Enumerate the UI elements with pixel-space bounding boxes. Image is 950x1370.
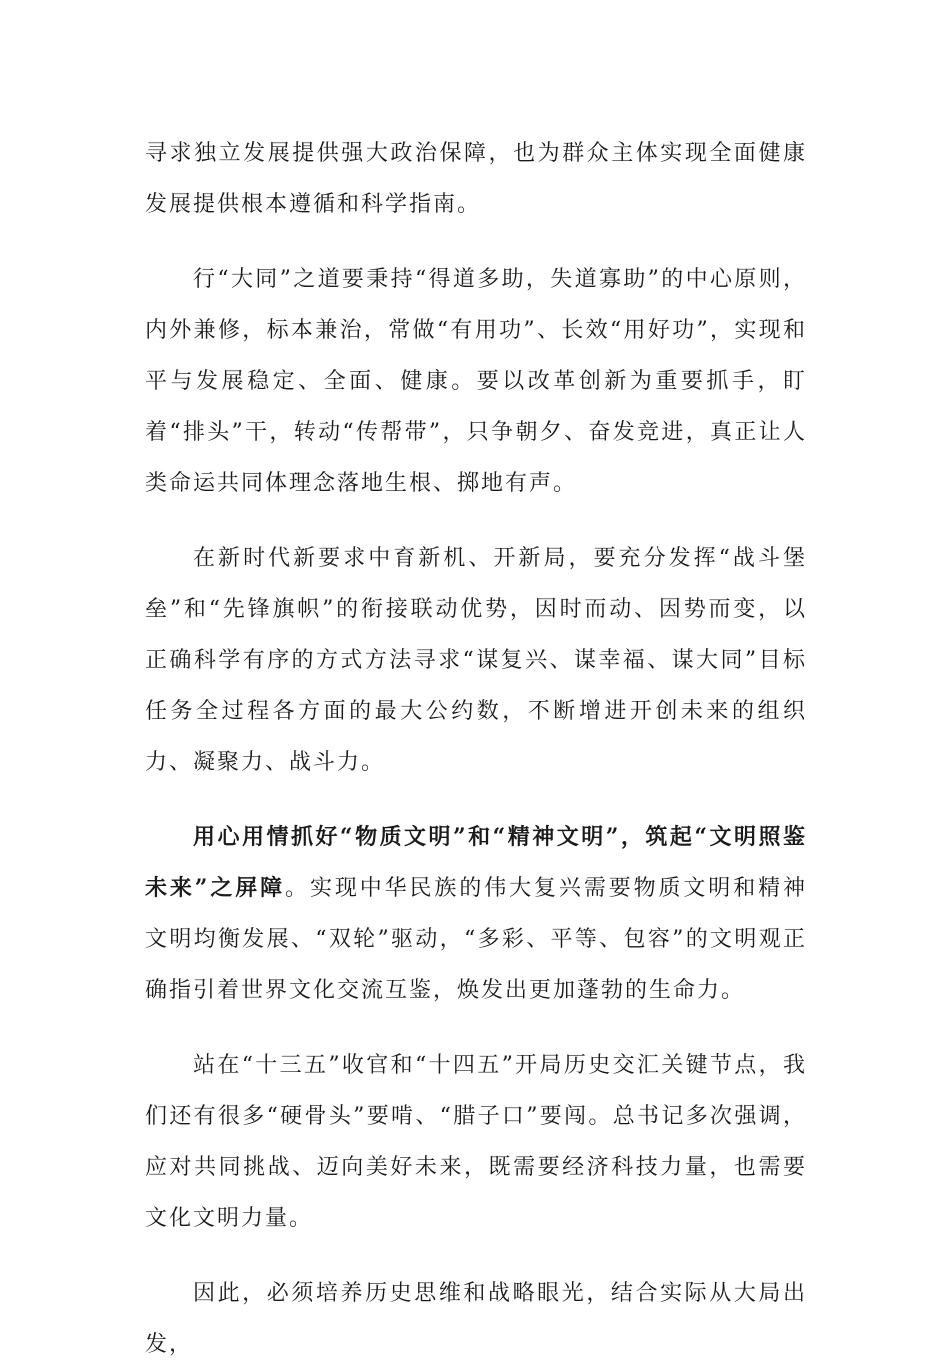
paragraph-continuation: 寻求独立发展提供强大政治保障，也为群众主体实现全面健康发展提供根本遵循和科学指南。 [145,141,807,217]
paragraph-therefore: 因此，必须培养历史思维和战略眼光，结合实际从大局出发， [145,1281,807,1357]
document-page [145,128,807,1370]
paragraph-civilization [145,812,807,1016]
paragraph-new-era: 在新时代新要求中育新机、开新局，要充分发挥“战斗堡垒”和“先锋旗帜”的衔接联动优势，因时而动、因势而变，以正确科学有序的方式方法寻求“谋复兴、谋幸福、谋大同”目标任务全过程各方面的最大公约数，不断增进开创未来的组织力、凝聚力、战斗力。 [145,546,807,775]
paragraph-heading-bold: 用心用情抓好“物质文明”和“精神文明”，筑起“文明照鉴未来”之屏障 [145,824,807,901]
paragraph-fourteenth-plan: 站在“十三五”收官和“十四五”开局历史交汇关键节点，我们还有很多“硬骨头”要啃、“腊子口”要闯。总书记多次强调，应对共同挑战、迈向美好未来，既需要经济科技力量，也需要文化文明力量。 [145,1053,807,1231]
paragraph-civilization-body: 。实现中华民族的伟大复兴需要物质文明和精神文明均衡发展、“双轮”驱动，“多彩、平等、包容”的文明观正确指引着世界文化交流互鉴，焕发出更加蓬勃的生命力。 [145,876,807,1003]
paragraph-datong: 行“大同”之道要秉持“得道多助，失道寡助”的中心原则，内外兼修，标本兼治，常做“有用功”、长效“用好功”，实现和平与发展稳定、全面、健康。要以改革创新为重要抓手，盯着“排头”干，转动“传帮带”，只争朝夕、奋发竞进，真正让人类命运共同体理念落地生根、掷地有声。 [145,267,807,496]
